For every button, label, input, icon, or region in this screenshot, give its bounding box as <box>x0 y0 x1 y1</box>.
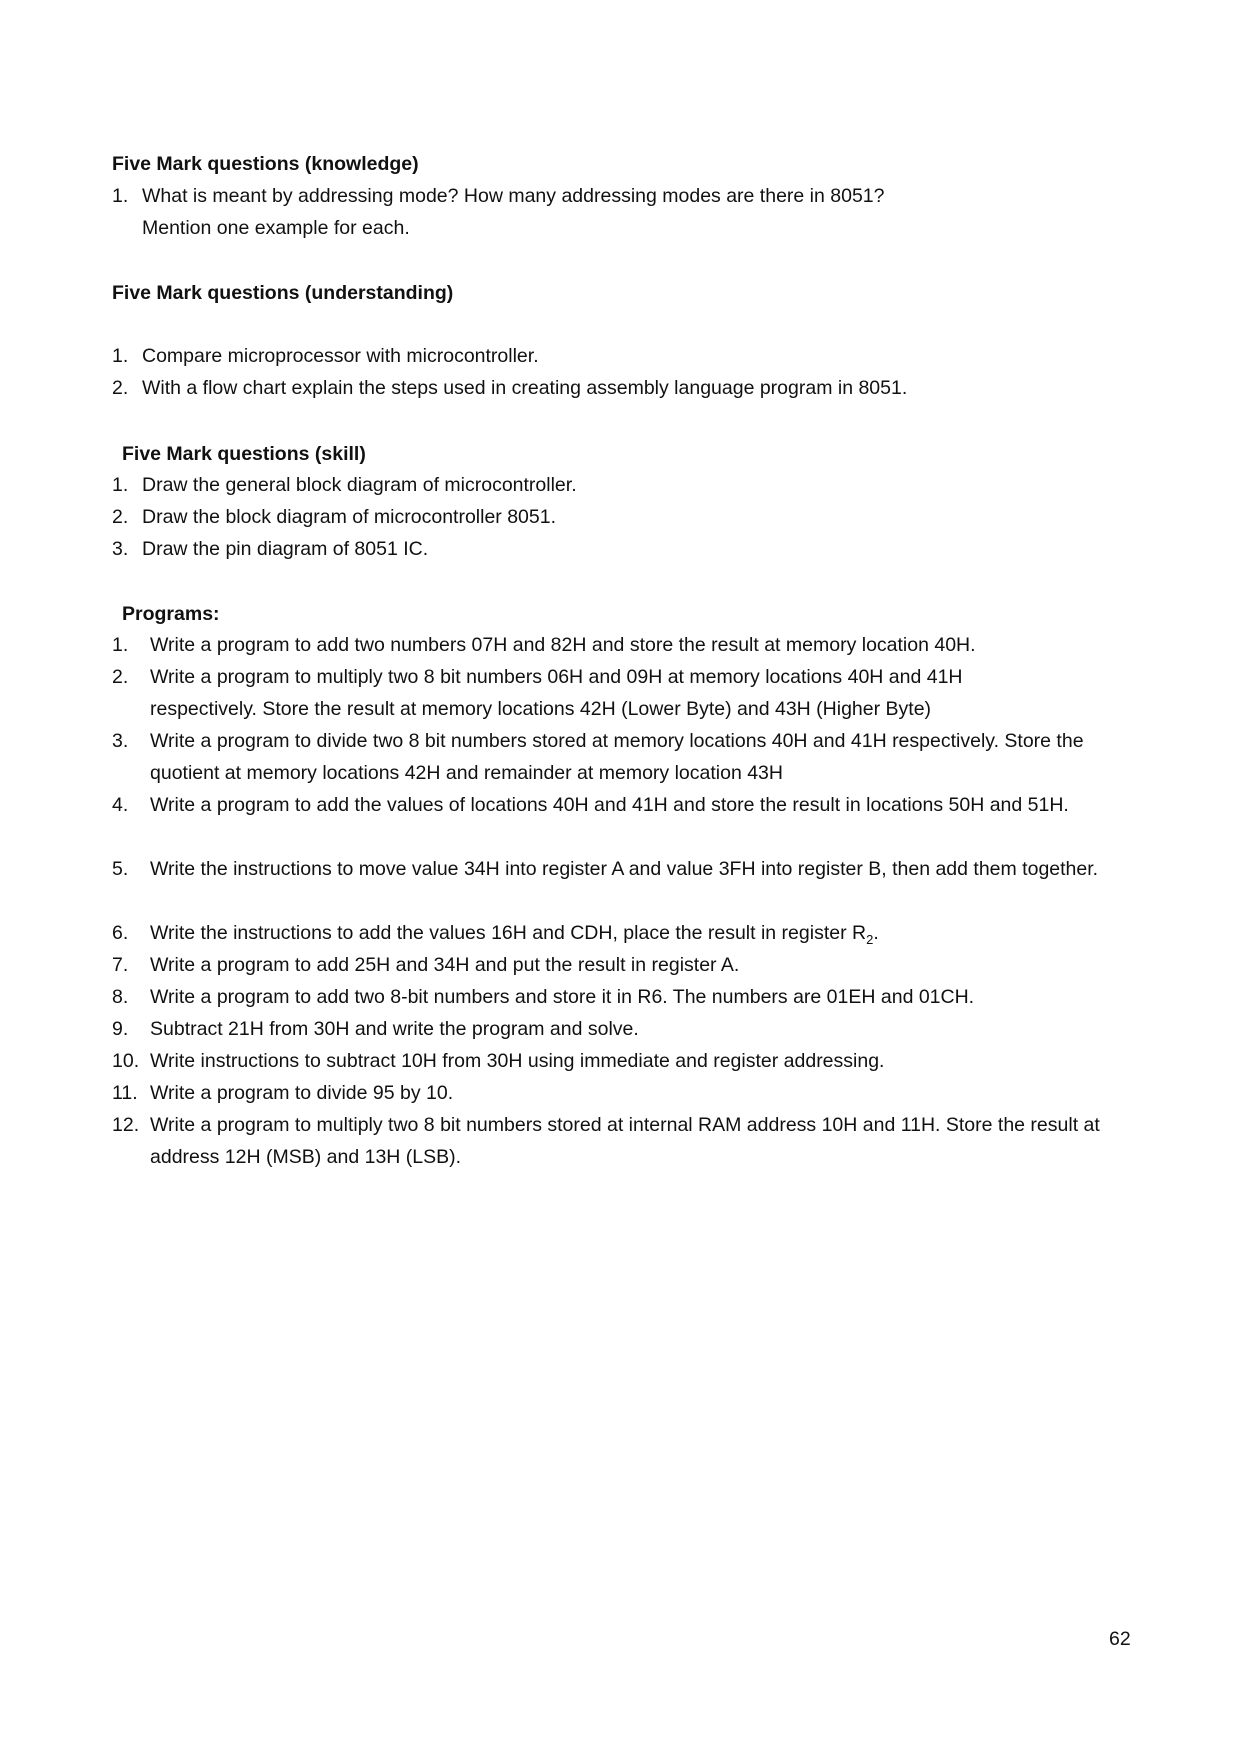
program-item <box>112 949 1132 981</box>
question-number: 1. <box>112 345 129 367</box>
program-text: Write the instructions to move value 34H into register A and value 3FH into register B, then add them together. <box>150 858 1099 880</box>
section-heading-programs: Programs: <box>122 603 220 625</box>
program-number: 7. <box>112 954 129 976</box>
program-text: Write a program to multiply two 8 bit numbers 06H and 09H at memory locations 40H and 41H respectively. Store the result at memory locations 42H (Lower Byte) and 43H (Higher Byte) <box>150 666 963 720</box>
question-item <box>112 340 1012 372</box>
program-number: 5. <box>112 858 129 880</box>
program-number: 3. <box>112 730 129 752</box>
program-text: Write a program to divide two 8 bit numbers stored at memory locations 40H and 41H respectively. Store the quotient at memory locations 42H and remainder at memory location 43H <box>150 730 1084 784</box>
program-number: 1. <box>112 634 129 656</box>
question-text: Draw the general block diagram of microcontroller. <box>142 474 577 496</box>
question-item <box>112 501 1012 533</box>
program-item <box>112 1013 1132 1045</box>
question-number: 1. <box>112 185 129 207</box>
page-number: 62 <box>1109 1628 1131 1650</box>
program-text: Write the instructions to add the values 16H and CDH, place the result in register $R_2$. <box>150 922 879 947</box>
program-number: 2. <box>112 666 129 688</box>
question-text: Draw the block diagram of microcontroller 8051. <box>142 506 557 528</box>
program-text: Write a program to add the values of locations 40H and 41H and store the result in locations 50H and 51H. <box>150 794 1069 816</box>
program-item <box>112 1077 1132 1109</box>
program-item <box>112 629 1132 661</box>
program-text: Write a program to add 25H and 34H and put the result in register A. <box>150 954 740 976</box>
subscript: 2 <box>866 931 874 947</box>
section-heading-skill: Five Mark questions (skill) <box>122 443 366 465</box>
program-item <box>112 789 1112 821</box>
program-number: 11. <box>112 1082 138 1104</box>
question-number: 2. <box>112 506 129 528</box>
program-item <box>112 1045 1132 1077</box>
question-item <box>112 469 1012 501</box>
program-item <box>112 725 1122 789</box>
program-text: Write a program to add two 8-bit numbers and store it in R6. The numbers are 01EH and 01CH. <box>150 986 975 1008</box>
program-item <box>112 853 1112 885</box>
question-text: Compare microprocessor with microcontroller. <box>142 345 539 367</box>
question-number: 3. <box>112 538 129 560</box>
section-heading-knowledge: Five Mark questions (knowledge) <box>112 153 419 175</box>
program-number: 10. <box>112 1050 140 1072</box>
program-item <box>112 661 1072 725</box>
question-text: With a flow chart explain the steps used in creating assembly language program in 8051. <box>142 377 908 399</box>
question-item <box>112 533 1012 565</box>
program-text: Subtract 21H from 30H and write the program and solve. <box>150 1018 639 1040</box>
program-number: 8. <box>112 986 129 1008</box>
question-text: What is meant by addressing mode? How many addressing modes are there in 8051? Mention one example for each. <box>142 185 885 239</box>
program-text: Write instructions to subtract 10H from 30H using immediate and register addressing. <box>150 1050 885 1072</box>
program-number: 6. <box>112 922 129 944</box>
program-text: Write a program to multiply two 8 bit numbers stored at internal RAM address 10H and 11H. Store the result at address 12H (MSB) and 13H (LSB). <box>150 1114 1100 1168</box>
program-number: 12. <box>112 1114 140 1136</box>
program-text: Write a program to divide 95 by 10. <box>150 1082 454 1104</box>
question-text: Draw the pin diagram of 8051 IC. <box>142 538 429 560</box>
program-item <box>112 981 1132 1013</box>
program-item <box>112 1109 1132 1173</box>
program-number: 9. <box>112 1018 129 1040</box>
question-item <box>112 372 1112 404</box>
question-number: 2. <box>112 377 129 399</box>
question-item <box>112 180 952 244</box>
program-number: 4. <box>112 794 129 816</box>
question-number: 1. <box>112 474 129 496</box>
section-heading-understanding: Five Mark questions (understanding) <box>112 282 454 304</box>
program-text: Write a program to add two numbers 07H and 82H and store the result at memory location 40H. <box>150 634 976 656</box>
